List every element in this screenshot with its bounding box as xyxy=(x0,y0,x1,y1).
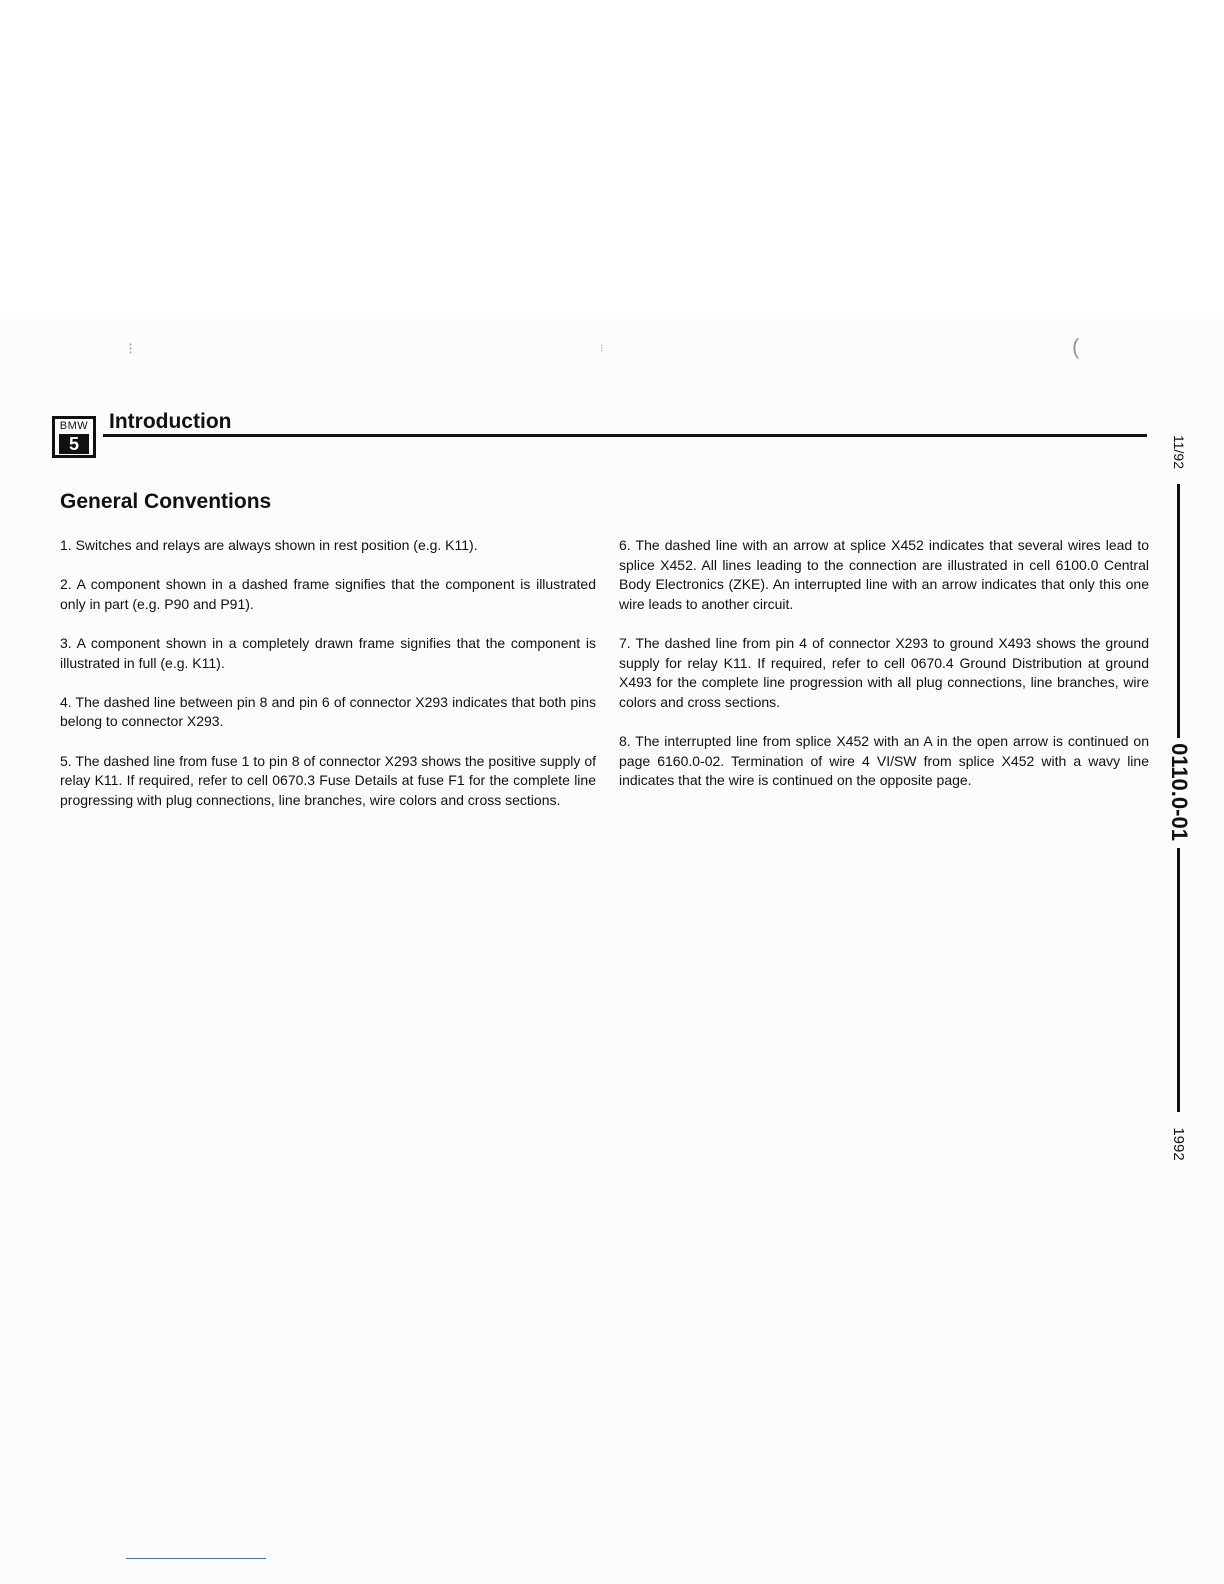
convention-item-8: 8. The interrupted line from splice X452 with an A in the open arrow is continued on page 6160.0-02. Termination of wire 4 VI/SW from splice X452 with a wavy line indicates that the wire is continued on the opposite page. xyxy=(619,732,1149,789)
side-index-line-upper xyxy=(1177,484,1180,738)
side-index-line-lower xyxy=(1177,848,1180,1112)
convention-item-1: 1. Switches and relays are always shown in rest position (e.g. K11). xyxy=(60,537,478,553)
logo-text-bottom: 5 xyxy=(59,434,89,454)
left-column xyxy=(60,536,596,830)
convention-item-3: 3. A component shown in a completely drawn frame signifies that the component is illustrated in full (e.g. K11). xyxy=(60,634,596,671)
convention-item-2: 2. A component shown in a dashed frame signifies that the component is illustrated only in part (e.g. P90 and P91). xyxy=(60,576,596,612)
convention-item-5: 5. The dashed line from fuse 1 to pin 8 of connector X293 shows the positive supply of relay K11. If required, refer to cell 0670.3 Fuse Details at fuse F1 for the complete line progressing with plug connections, line branches, wire colors and cross sections. xyxy=(60,752,596,808)
section-title: Introduction xyxy=(109,410,232,433)
scan-speck: ( xyxy=(1072,334,1080,359)
page-heading: General Conventions xyxy=(60,490,272,513)
header-rule xyxy=(103,434,1147,437)
side-year-label: 1992 xyxy=(1170,1127,1187,1161)
footer-link-underline xyxy=(126,1558,266,1559)
scan-speck: ⁝ xyxy=(128,341,134,358)
logo-text-top: BMW xyxy=(59,420,89,432)
convention-item-4: 4. The dashed line between pin 8 and pin 6 of connector X293 indicates that both pins belong to connector X293. xyxy=(60,693,596,730)
scan-speck: ⁝ xyxy=(600,343,604,355)
convention-item-6: 6. The dashed line with an arrow at splice X452 indicates that several wires lead to splice X452. All lines leading to the connection are illustrated in cell 6100.0 Central Body Electronics (ZKE). An interrupted line with an arrow indicates that only this one wire leads to another circuit. xyxy=(619,537,1149,612)
bmw-5-series-logo xyxy=(52,416,96,458)
convention-item-7: 7. The dashed line from pin 4 of connector X293 to ground X493 shows the ground supply for relay K11. If required, refer to cell 0670.4 Ground Distribution at ground X493 for the complete line progression with all plug connections, line branches, wire colors and cross sections. xyxy=(619,634,1149,710)
side-date-label: 11/92 xyxy=(1171,435,1187,469)
side-page-code: 0110.0-01 xyxy=(1167,743,1192,841)
right-column xyxy=(619,536,1149,810)
